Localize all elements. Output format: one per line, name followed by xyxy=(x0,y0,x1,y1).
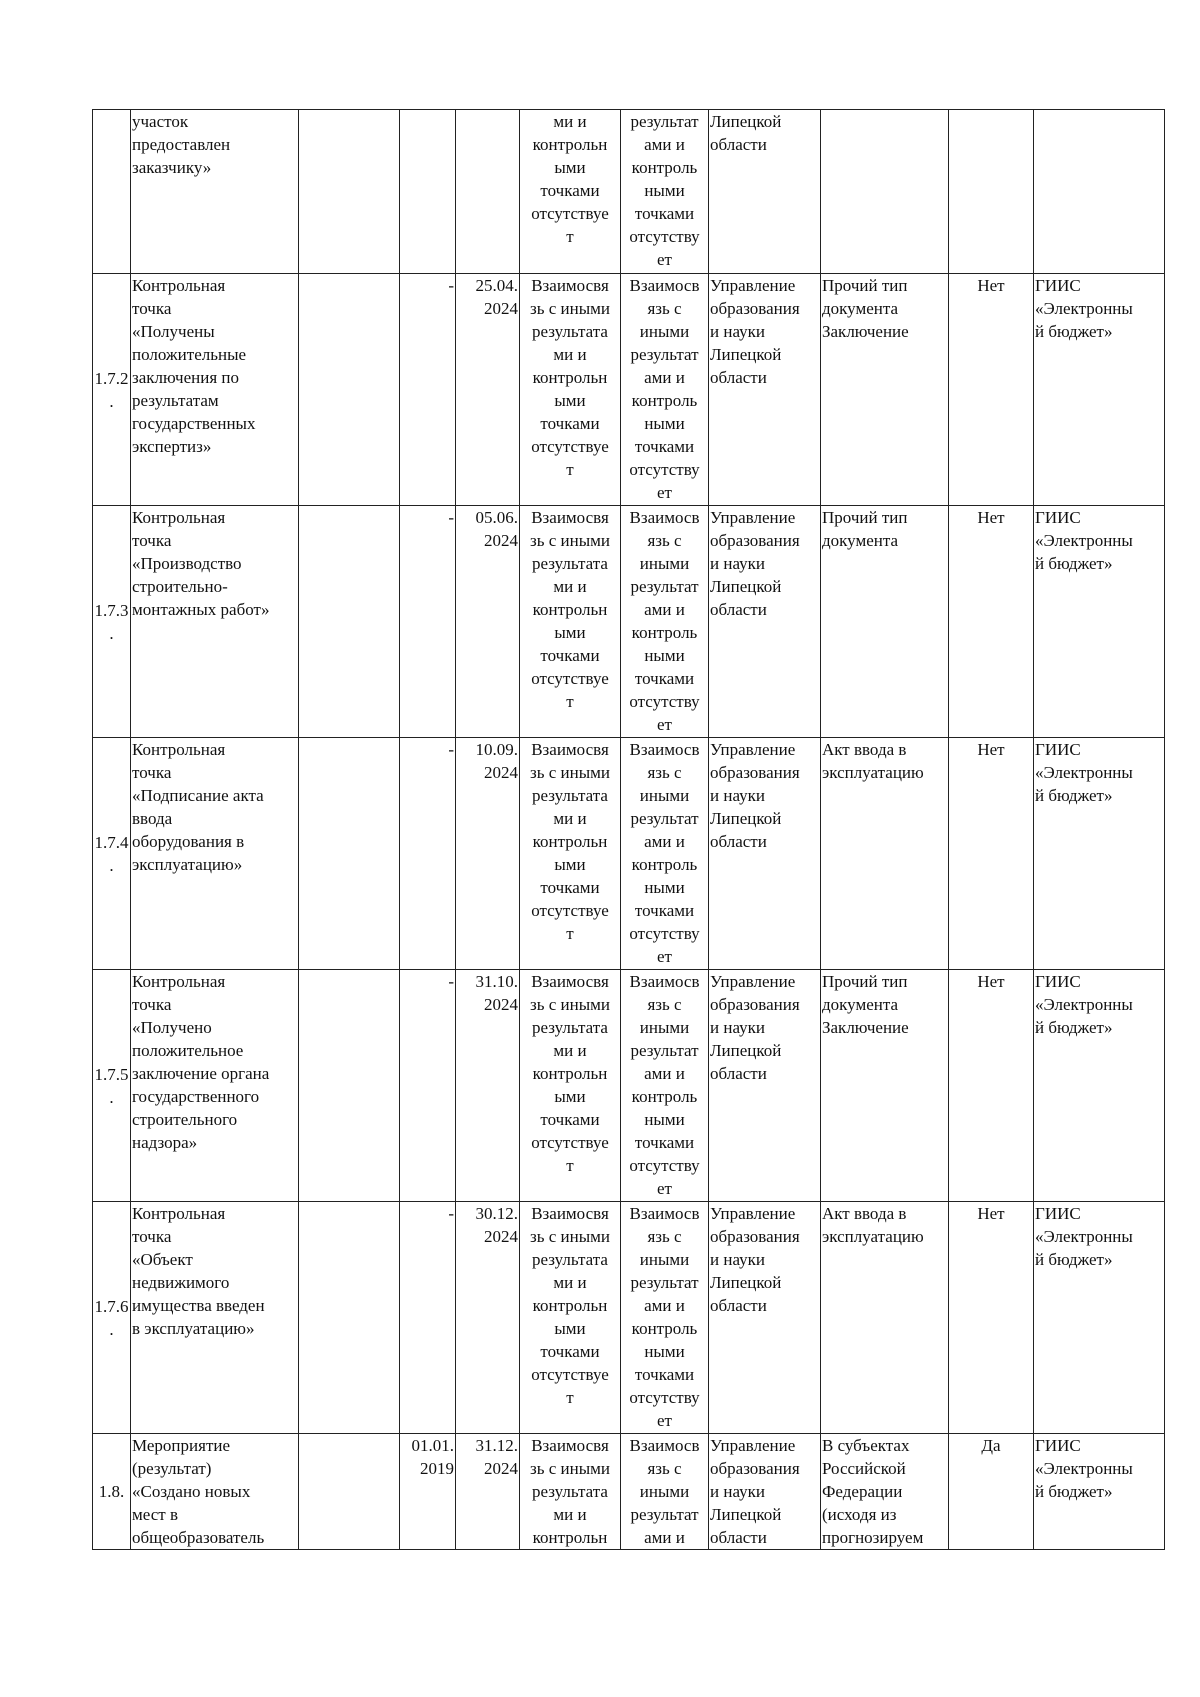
flag-value: Нет xyxy=(977,740,1005,759)
document-type-cell xyxy=(821,110,949,274)
table-row xyxy=(93,506,1165,738)
information-system-cell xyxy=(1034,1434,1165,1550)
item-name-cell xyxy=(131,1202,299,1434)
responsible-body: Управление образования и науки Липецкой области xyxy=(710,1204,800,1315)
item-name: Контрольная точка «Объект недвижимого имущества введен в эксплуатацию» xyxy=(132,1204,265,1338)
flag-value: Нет xyxy=(977,972,1005,991)
item-name-cell xyxy=(131,738,299,970)
information-system-cell xyxy=(1034,274,1165,506)
relation-successor: Взаимосв язь с иными результат ами и контроль ными точками отсутству ет xyxy=(629,972,700,1198)
end-date: 31.12. 2024 xyxy=(475,1436,518,1478)
empty-cell-cell xyxy=(299,738,400,970)
item-name: Контрольная точка «Получены положительные заключения по результатам государственных экспертиз» xyxy=(132,276,256,456)
item-name-cell xyxy=(131,1434,299,1550)
relation-successor-cell xyxy=(621,506,709,738)
responsible-body-cell xyxy=(709,1434,821,1550)
responsible-body-cell xyxy=(709,506,821,738)
flag-value-cell xyxy=(949,274,1034,506)
empty-cell-cell xyxy=(299,110,400,274)
information-system: ГИИС «Электронны й бюджет» xyxy=(1035,1204,1133,1269)
table-row xyxy=(93,738,1165,970)
relation-successor: Взаимосв язь с иными результат ами и контроль ными точками отсутству ет xyxy=(629,276,700,502)
start-date-cell xyxy=(400,1202,456,1434)
flag-value: Нет xyxy=(977,508,1005,527)
relation-successor-cell xyxy=(621,738,709,970)
relation-successor-cell xyxy=(621,110,709,274)
flag-value-cell xyxy=(949,1434,1034,1550)
relation-successor: Взаимосв язь с иными результат ами и контроль ными точками отсутству ет xyxy=(629,740,700,966)
table-body xyxy=(93,110,1165,1550)
information-system-cell xyxy=(1034,738,1165,970)
empty-cell-cell xyxy=(299,1202,400,1434)
item-name-cell xyxy=(131,110,299,274)
responsible-body: Управление образования и науки Липецкой области xyxy=(710,740,800,851)
responsible-body: Липецкой области xyxy=(710,112,782,154)
item-name: участок предоставлен заказчику» xyxy=(132,112,231,177)
relation-predecessor: Взаимосвя зь с иными результата ми и контрольн xyxy=(530,1436,610,1547)
start-date-cell xyxy=(400,738,456,970)
item-name: Контрольная точка «Получено положительное заключение органа государственного строительного надзора» xyxy=(132,972,270,1152)
document-type: Прочий тип документа Заключение xyxy=(822,972,909,1037)
start-date-cell xyxy=(400,1434,456,1550)
document-type-cell xyxy=(821,738,949,970)
table-row xyxy=(93,1202,1165,1434)
flag-value-cell xyxy=(949,506,1034,738)
start-date-cell xyxy=(400,970,456,1202)
row-number-cell xyxy=(93,1434,131,1550)
information-system-cell xyxy=(1034,1202,1165,1434)
start-date-cell xyxy=(400,506,456,738)
end-date: 30.12. 2024 xyxy=(475,1204,518,1246)
row-number-cell xyxy=(93,506,131,738)
document-type: В субъектах Российской Федерации (исходя из прогнозируем xyxy=(822,1436,924,1547)
item-name: Мероприятие (результат) «Создано новых мест в общеобразователь xyxy=(132,1436,265,1547)
responsible-body: Управление образования и науки Липецкой области xyxy=(710,1436,800,1547)
responsible-body-cell xyxy=(709,1202,821,1434)
information-system: ГИИС «Электронны й бюджет» xyxy=(1035,1436,1133,1501)
document-type-cell xyxy=(821,970,949,1202)
start-date: 01.01. 2019 xyxy=(411,1436,454,1478)
start-date: - xyxy=(448,276,454,295)
end-date: 10.09. 2024 xyxy=(475,740,518,782)
responsible-body: Управление образования и науки Липецкой области xyxy=(710,972,800,1083)
end-date-cell xyxy=(456,738,520,970)
row-number: 1.7.3 . xyxy=(94,600,129,643)
table-row xyxy=(93,274,1165,506)
relation-predecessor-cell xyxy=(520,110,621,274)
document-type: Акт ввода в эксплуатацию xyxy=(822,740,924,782)
item-name-cell xyxy=(131,506,299,738)
row-number: 1.7.5 . xyxy=(94,1064,129,1107)
information-system: ГИИС «Электронны й бюджет» xyxy=(1035,740,1133,805)
end-date: 05.06. 2024 xyxy=(475,508,518,550)
flag-value-cell xyxy=(949,110,1034,274)
end-date-cell xyxy=(456,1202,520,1434)
relation-successor: Взаимосв язь с иными результат ами и контроль ными точками отсутству ет xyxy=(629,1204,700,1430)
empty-cell-cell xyxy=(299,1434,400,1550)
empty-cell-cell xyxy=(299,970,400,1202)
information-system-cell xyxy=(1034,506,1165,738)
row-number: 1.7.2 . xyxy=(94,368,129,411)
control-points-table xyxy=(92,109,1165,1550)
flag-value: Да xyxy=(981,1436,1001,1455)
end-date-cell xyxy=(456,506,520,738)
relation-predecessor-cell xyxy=(520,970,621,1202)
end-date: 25.04. 2024 xyxy=(475,276,518,318)
table-row xyxy=(93,970,1165,1202)
responsible-body-cell xyxy=(709,274,821,506)
relation-predecessor: Взаимосвя зь с иными результата ми и контрольн ыми точками отсутствуе т xyxy=(530,508,610,711)
end-date-cell xyxy=(456,110,520,274)
responsible-body: Управление образования и науки Липецкой области xyxy=(710,276,800,387)
relation-predecessor-cell xyxy=(520,738,621,970)
relation-successor-cell xyxy=(621,274,709,506)
row-number-cell xyxy=(93,274,131,506)
end-date-cell xyxy=(456,274,520,506)
document-type-cell xyxy=(821,274,949,506)
flag-value: Нет xyxy=(977,276,1005,295)
end-date: 31.10. 2024 xyxy=(475,972,518,1014)
information-system: ГИИС «Электронны й бюджет» xyxy=(1035,972,1133,1037)
item-name-cell xyxy=(131,970,299,1202)
relation-predecessor: Взаимосвя зь с иными результата ми и контрольн ыми точками отсутствуе т xyxy=(530,276,610,479)
relation-predecessor-cell xyxy=(520,506,621,738)
flag-value: Нет xyxy=(977,1204,1005,1223)
relation-successor-cell xyxy=(621,1202,709,1434)
flag-value-cell xyxy=(949,970,1034,1202)
empty-cell-cell xyxy=(299,274,400,506)
table-row xyxy=(93,1434,1165,1550)
responsible-body-cell xyxy=(709,970,821,1202)
relation-successor: результат ами и контроль ными точками отсутству ет xyxy=(629,112,700,269)
end-date-cell xyxy=(456,1434,520,1550)
relation-predecessor: ми и контрольн ыми точками отсутствуе т xyxy=(531,112,609,246)
responsible-body: Управление образования и науки Липецкой области xyxy=(710,508,800,619)
document-type-cell xyxy=(821,506,949,738)
relation-predecessor: Взаимосвя зь с иными результата ми и контрольн ыми точками отсутствуе т xyxy=(530,740,610,943)
item-name-cell xyxy=(131,274,299,506)
relation-predecessor-cell xyxy=(520,274,621,506)
information-system: ГИИС «Электронны й бюджет» xyxy=(1035,508,1133,573)
row-number-cell xyxy=(93,738,131,970)
row-number: 1.7.4 . xyxy=(94,832,129,875)
start-date: - xyxy=(448,508,454,527)
information-system: ГИИС «Электронны й бюджет» xyxy=(1035,276,1133,341)
document-type: Акт ввода в эксплуатацию xyxy=(822,1204,924,1246)
start-date: - xyxy=(448,740,454,759)
flag-value-cell xyxy=(949,1202,1034,1434)
responsible-body-cell xyxy=(709,110,821,274)
document-type: Прочий тип документа Заключение xyxy=(822,276,909,341)
table-row xyxy=(93,110,1165,274)
start-date-cell xyxy=(400,274,456,506)
item-name: Контрольная точка «Производство строительно- монтажных работ» xyxy=(132,508,270,619)
item-name: Контрольная точка «Подписание акта ввода оборудования в эксплуатацию» xyxy=(132,740,264,874)
empty-cell-cell xyxy=(299,506,400,738)
row-number-cell xyxy=(93,1202,131,1434)
document-type-cell xyxy=(821,1434,949,1550)
row-number-cell xyxy=(93,970,131,1202)
start-date: - xyxy=(448,972,454,991)
relation-successor: Взаимосв язь с иными результат ами и контроль ными точками отсутству ет xyxy=(629,508,700,734)
relation-predecessor-cell xyxy=(520,1434,621,1550)
start-date-cell xyxy=(400,110,456,274)
relation-predecessor: Взаимосвя зь с иными результата ми и контрольн ыми точками отсутствуе т xyxy=(530,1204,610,1407)
start-date: - xyxy=(448,1204,454,1223)
information-system-cell xyxy=(1034,110,1165,274)
relation-successor-cell xyxy=(621,970,709,1202)
relation-predecessor-cell xyxy=(520,1202,621,1434)
information-system-cell xyxy=(1034,970,1165,1202)
end-date-cell xyxy=(456,970,520,1202)
relation-successor-cell xyxy=(621,1434,709,1550)
relation-predecessor: Взаимосвя зь с иными результата ми и контрольн ыми точками отсутствуе т xyxy=(530,972,610,1175)
relation-successor: Взаимосв язь с иными результат ами и xyxy=(629,1436,700,1547)
flag-value-cell xyxy=(949,738,1034,970)
document-type: Прочий тип документа xyxy=(822,508,908,550)
document-type-cell xyxy=(821,1202,949,1434)
responsible-body-cell xyxy=(709,738,821,970)
row-number: 1.8. xyxy=(98,1482,125,1501)
row-number: 1.7.6 . xyxy=(94,1296,129,1339)
row-number-cell xyxy=(93,110,131,274)
